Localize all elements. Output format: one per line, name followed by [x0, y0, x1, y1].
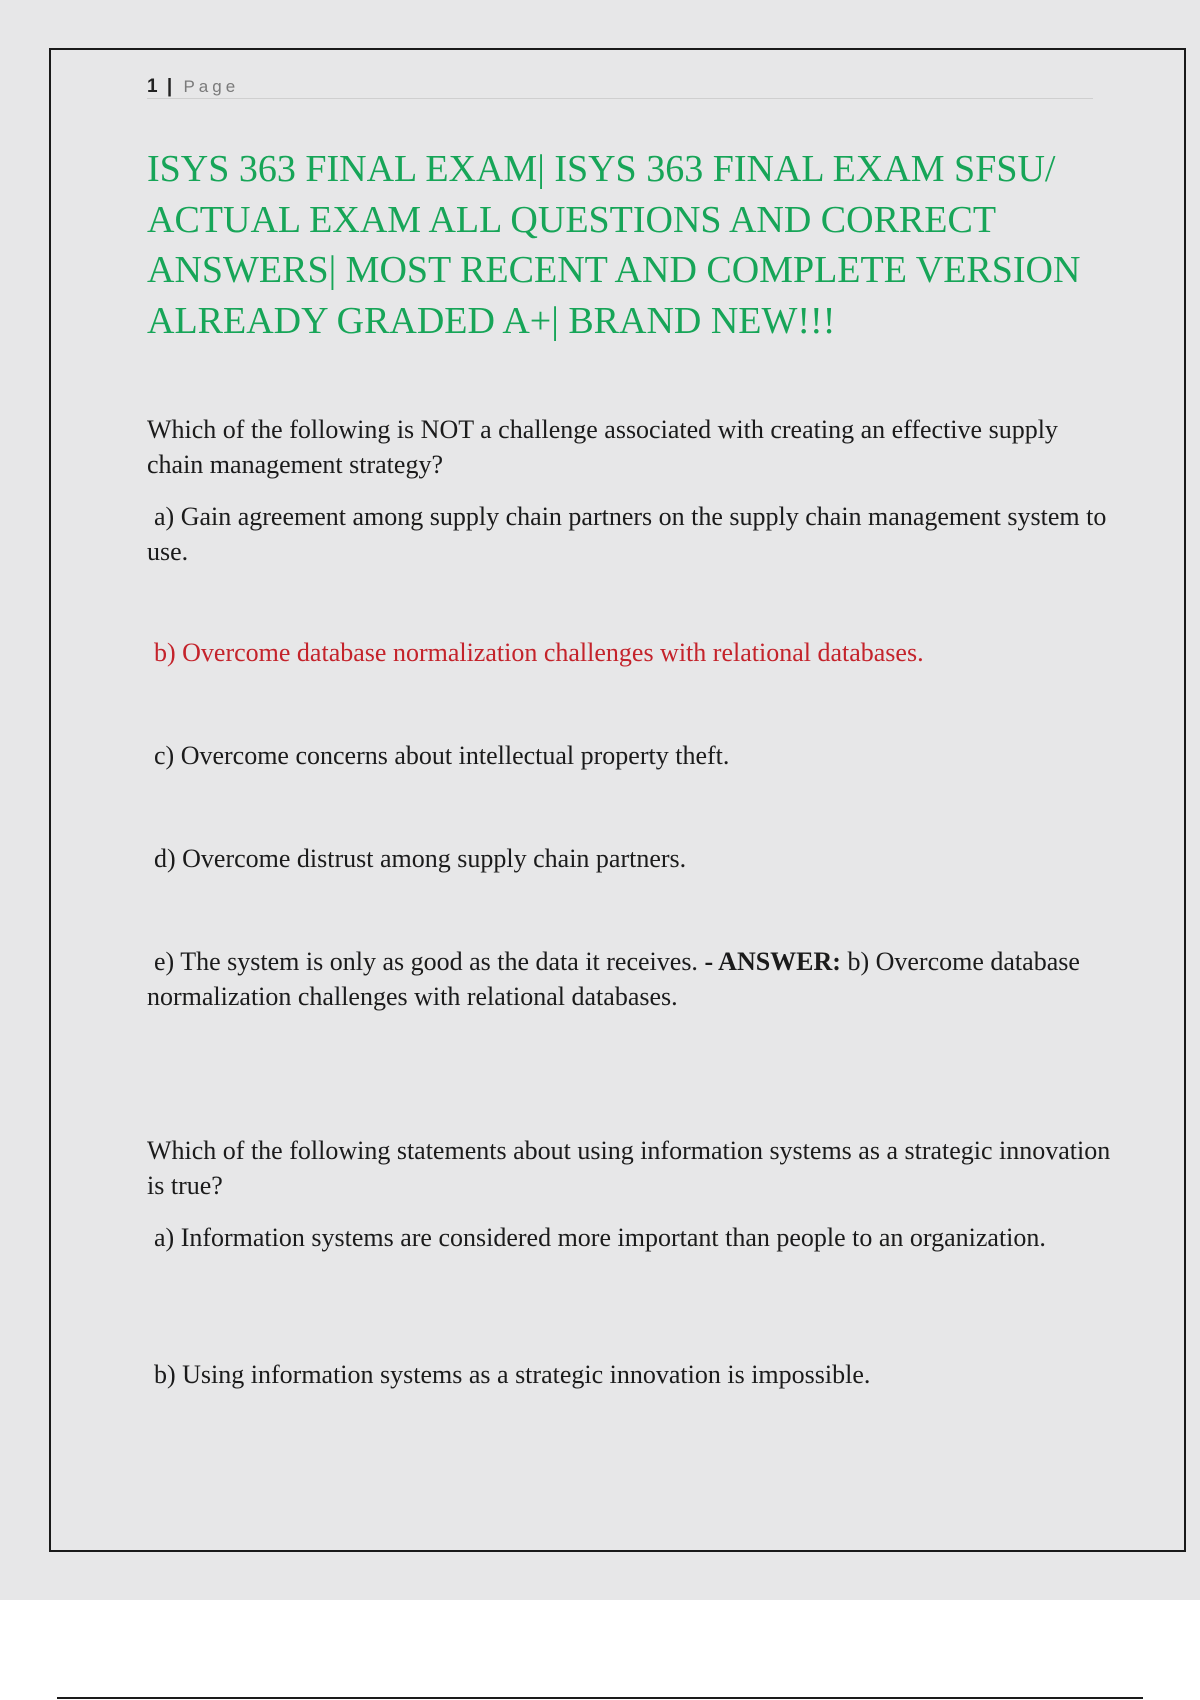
page-header	[147, 76, 1093, 99]
page-header-separator: |	[166, 76, 174, 97]
answer-label: - ANSWER:	[704, 947, 841, 976]
question-1-option-a: a) Gain agreement among supply chain partners on the supply chain management system to use.	[147, 502, 1107, 566]
bottom-divider	[57, 1697, 1143, 1699]
question-1-option-d: d) Overcome distrust among supply chain partners.	[154, 844, 687, 873]
question-2-option-b: b) Using information systems as a strategic innovation is impossible.	[154, 1360, 871, 1389]
page-frame	[49, 48, 1186, 1552]
question-2-text: Which of the following statements about using information systems as a strategic innovation is true?	[147, 1136, 1111, 1200]
answer-text: b) Overcome database normalization challenges with relational databases.	[147, 947, 1080, 1011]
page-number: 1	[147, 76, 159, 97]
document-title: ISYS 363 FINAL EXAM| ISYS 363 FINAL EXAM SFSU/ ACTUAL EXAM ALL QUESTIONS AND CORRECT ANSWERS| MOST RECENT AND COMPLETE VERSION ALREADY GRADED A+| BRAND NEW!!!	[147, 148, 1081, 342]
option-e-text: e) The system is only as good as the data it receives.	[154, 947, 698, 976]
question-2-option-a: a) Information systems are considered more important than people to an organization.	[154, 1223, 1046, 1252]
question-1-text: Which of the following is NOT a challenge associated with creating an effective supply chain management strategy?	[147, 415, 1058, 479]
question-1-option-e	[147, 944, 1117, 1014]
question-1-option-b: b) Overcome database normalization challenges with relational databases.	[154, 638, 924, 667]
question-1-option-c: c) Overcome concerns about intellectual property theft.	[154, 741, 730, 770]
page-label: Page	[183, 77, 240, 96]
